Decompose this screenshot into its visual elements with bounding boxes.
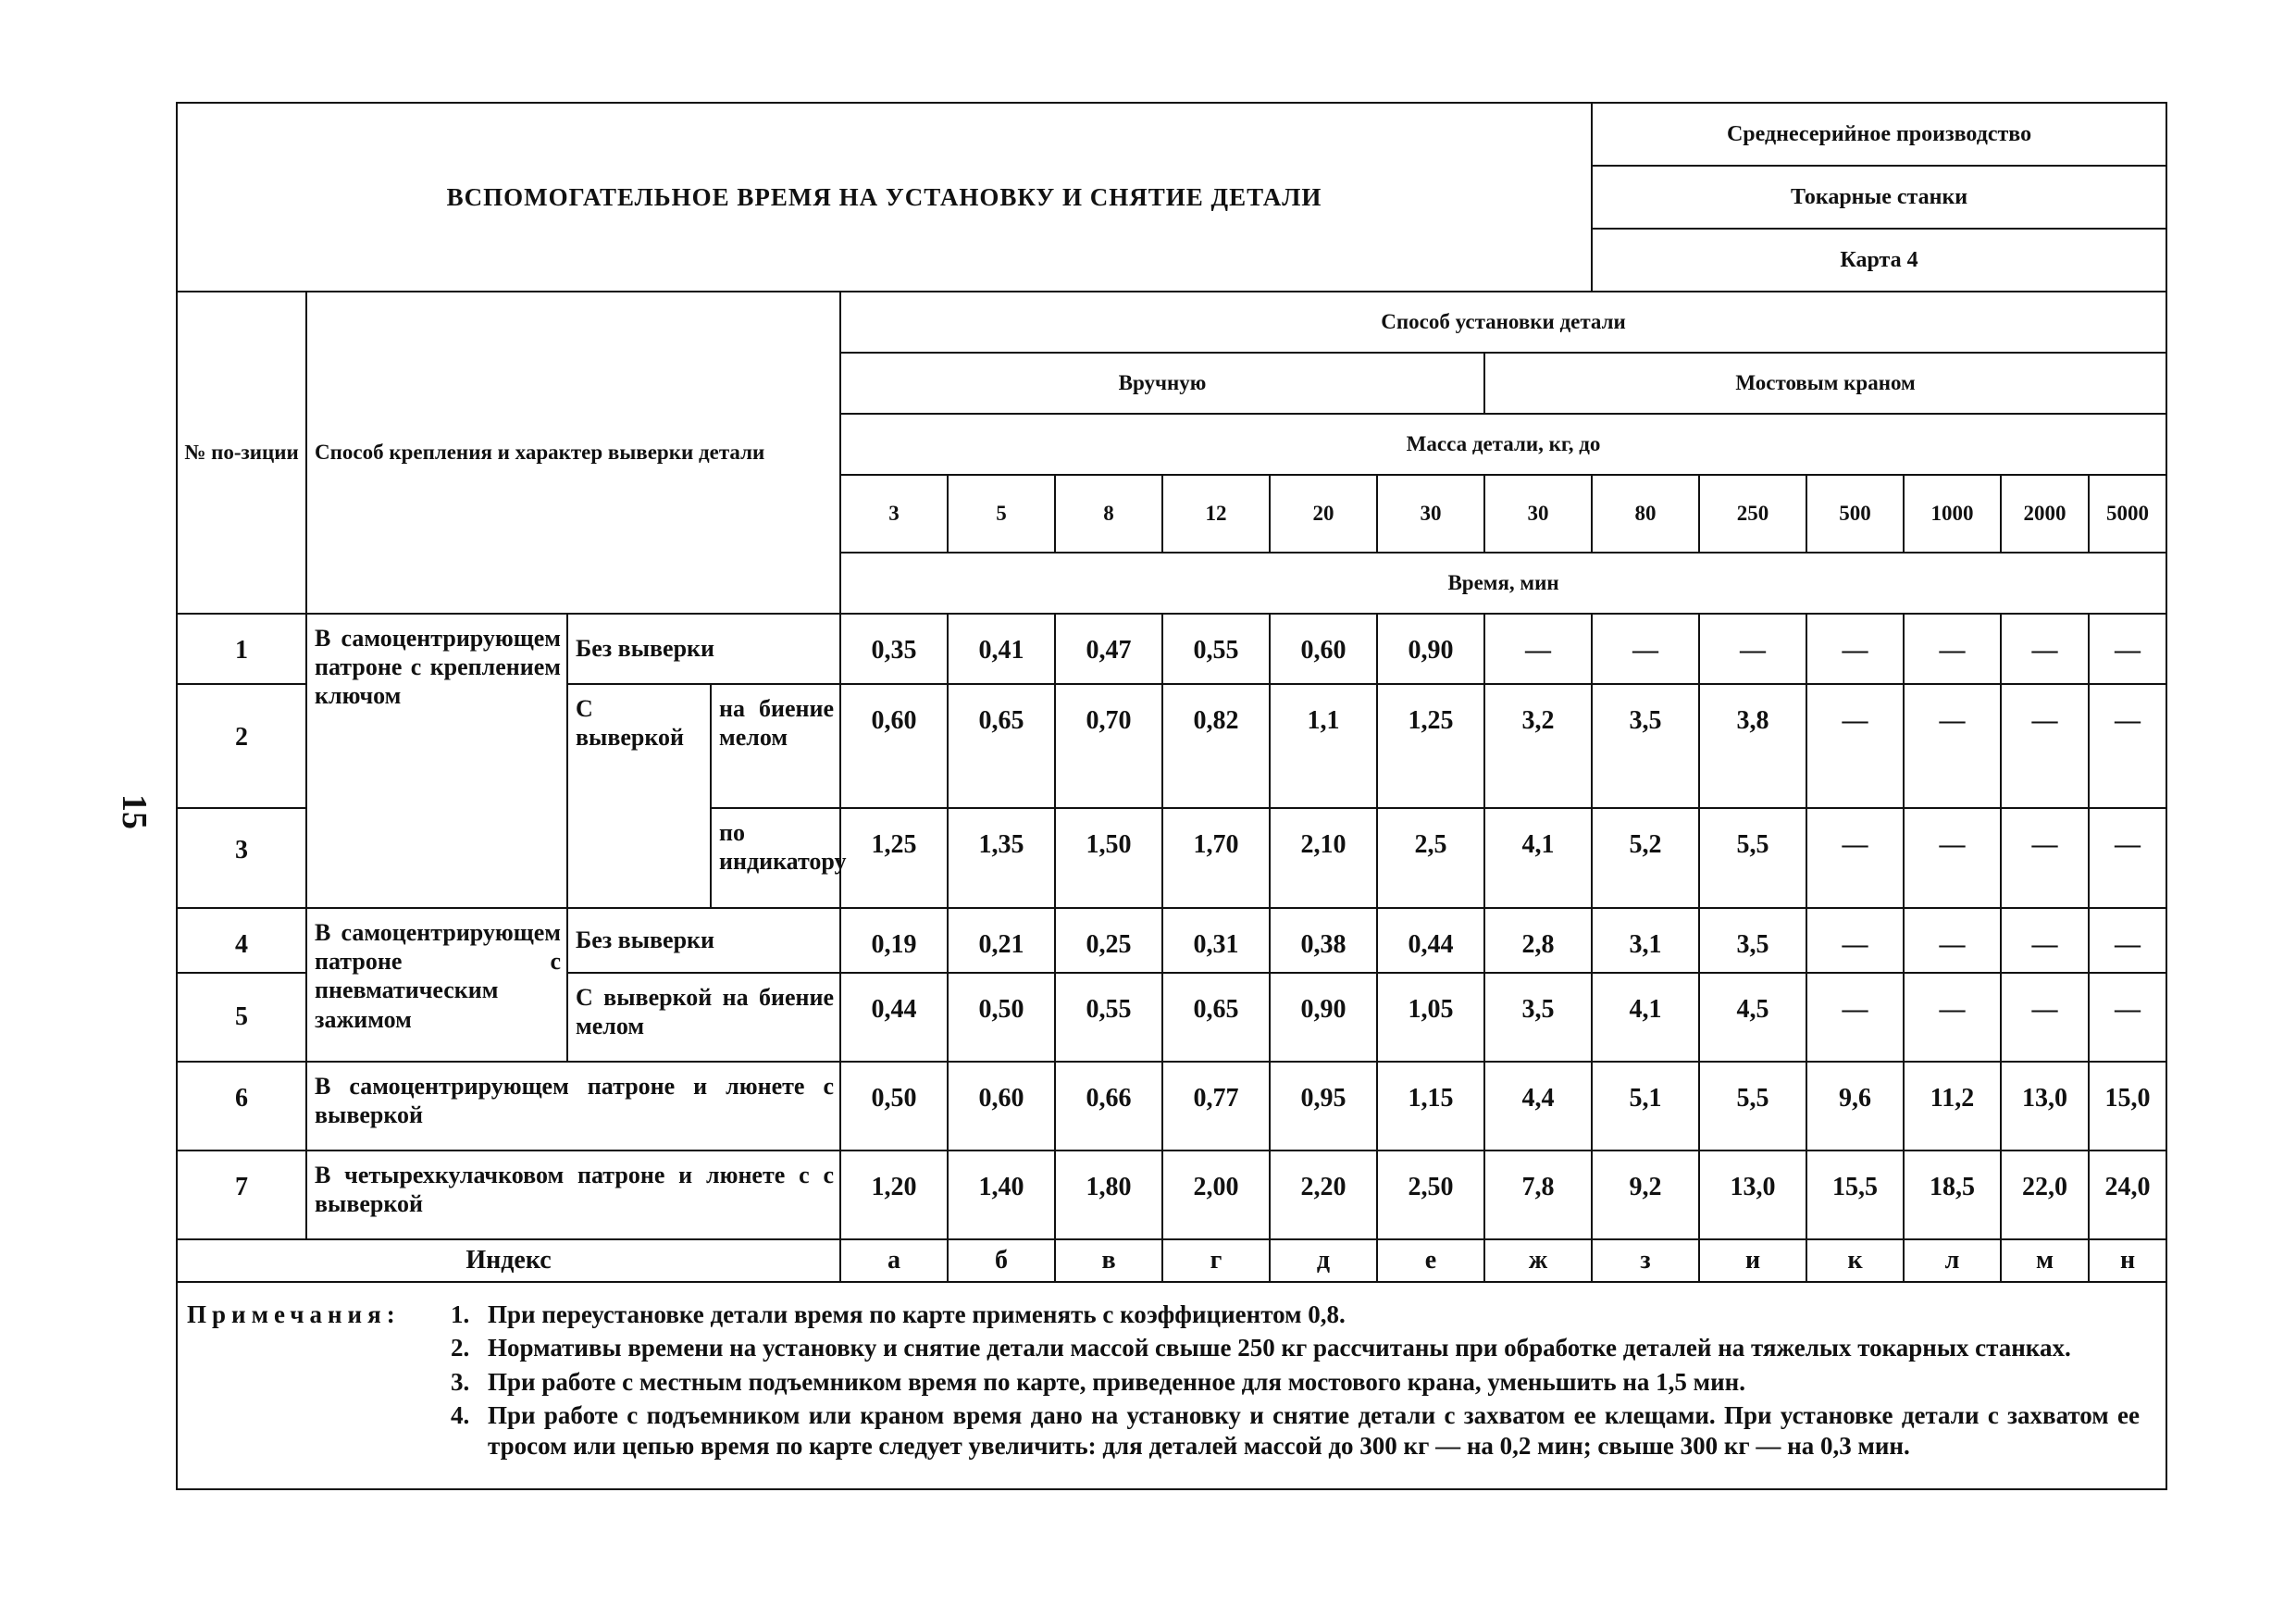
time-cell: 13,0: [2001, 1062, 2089, 1151]
time-cell: 4,1: [1592, 973, 1699, 1062]
time-cell: 1,40: [948, 1151, 1055, 1239]
index-letter: б: [948, 1239, 1055, 1282]
note-number: 2.: [451, 1334, 470, 1362]
time-cell: 0,31: [1162, 908, 1270, 973]
time-cell: —: [1806, 908, 1904, 973]
machine-type: Токарные станки: [1592, 166, 2166, 229]
time-cell: 9,6: [1806, 1062, 1904, 1151]
install-method-header: Способ установки детали: [840, 292, 2166, 353]
time-cell: 1,05: [1377, 973, 1484, 1062]
time-cell: 0,38: [1270, 908, 1377, 973]
note-item: [451, 1367, 2140, 1397]
note-item: [451, 1300, 2140, 1329]
table-row: [177, 908, 2166, 973]
note-number: 3.: [451, 1367, 470, 1396]
time-cell: 4,4: [1484, 1062, 1592, 1151]
mass-value: 30: [1484, 475, 1592, 553]
time-cell: —: [1904, 614, 2001, 684]
production-type: Среднесерийное производство: [1592, 103, 2166, 166]
time-cell: 0,60: [1270, 614, 1377, 684]
time-cell: 1,20: [840, 1151, 948, 1239]
time-cell: —: [1806, 684, 1904, 808]
mass-header: Масса детали, кг, до: [840, 414, 2166, 475]
mass-value: 80: [1592, 475, 1699, 553]
time-cell: 0,65: [948, 684, 1055, 808]
mass-value: 20: [1270, 475, 1377, 553]
index-letter: ж: [1484, 1239, 1592, 1282]
time-cell: —: [1806, 808, 1904, 908]
time-cell: 0,44: [840, 973, 948, 1062]
time-cell: 13,0: [1699, 1151, 1806, 1239]
mass-value: 5000: [2089, 475, 2166, 553]
time-cell: —: [1904, 908, 2001, 973]
time-cell: —: [2001, 908, 2089, 973]
table-row: [177, 1062, 2166, 1151]
time-cell: 2,00: [1162, 1151, 1270, 1239]
time-cell: 24,0: [2089, 1151, 2166, 1239]
time-cell: —: [1699, 614, 1806, 684]
index-letter: г: [1162, 1239, 1270, 1282]
time-cell: 5,5: [1699, 808, 1806, 908]
time-cell: 2,10: [1270, 808, 1377, 908]
time-cell: 11,2: [1904, 1062, 2001, 1151]
card-number: Карта 4: [1592, 229, 2166, 292]
time-cell: 22,0: [2001, 1151, 2089, 1239]
norm-table: [176, 102, 2167, 1490]
time-cell: —: [2089, 973, 2166, 1062]
note-number: 4.: [451, 1401, 470, 1430]
mass-value: 8: [1055, 475, 1162, 553]
index-letter: л: [1904, 1239, 2001, 1282]
alignment-detail: по индикатору: [711, 808, 840, 908]
time-cell: 1,25: [840, 808, 948, 908]
note-item: [451, 1333, 2140, 1362]
time-cell: 0,90: [1270, 973, 1377, 1062]
time-cell: 4,1: [1484, 808, 1592, 908]
time-cell: —: [1904, 973, 2001, 1062]
time-cell: 3,5: [1699, 908, 1806, 973]
time-cell: 0,95: [1270, 1062, 1377, 1151]
alignment-type: С выверкой: [567, 684, 711, 908]
time-cell: 0,55: [1162, 614, 1270, 684]
alignment-detail: на биение мелом: [711, 684, 840, 808]
time-cell: 5,2: [1592, 808, 1699, 908]
index-letter: д: [1270, 1239, 1377, 1282]
index-letter: и: [1699, 1239, 1806, 1282]
time-cell: 0,65: [1162, 973, 1270, 1062]
mass-value: 12: [1162, 475, 1270, 553]
mass-value: 30: [1377, 475, 1484, 553]
time-cell: 2,50: [1377, 1151, 1484, 1239]
mass-value: 250: [1699, 475, 1806, 553]
note-text: При работе с подъемником или краном время дано на установку и снятие детали с захватом ее клещами. При установке детали с захватом ее тросом или цепью время по карте следует увеличить: для деталей массой до 300 кг — на 0,2 мин; свыше 300 кг — на 0,3 мин.: [488, 1401, 2140, 1460]
time-cell: 0,90: [1377, 614, 1484, 684]
time-cell: 0,60: [840, 684, 948, 808]
fixing-method: В четырехкулачковом патроне и люнете с с выверкой: [306, 1151, 840, 1239]
time-cell: 3,2: [1484, 684, 1592, 808]
time-cell: —: [1806, 614, 1904, 684]
index-label: Индекс: [177, 1239, 840, 1282]
note-item: [451, 1400, 2140, 1461]
norm-card: [176, 102, 2161, 1490]
card-title: ВСПОМОГАТЕЛЬНОЕ ВРЕМЯ НА УСТАНОВКУ И СНЯТИЕ ДЕТАЛИ: [177, 103, 1592, 292]
fixing-method: В самоцентрирующем патроне с пневматическим зажимом: [306, 908, 567, 1062]
note-text: Нормативы времени на установку и снятие детали массой свыше 250 кг рассчитаны при обработке деталей на тяжелых токарных станках.: [488, 1334, 2071, 1362]
table-row: [177, 614, 2166, 684]
time-cell: 0,50: [840, 1062, 948, 1151]
alignment-type: С выверкой на биение мелом: [567, 973, 840, 1062]
time-cell: 18,5: [1904, 1151, 2001, 1239]
time-cell: 5,5: [1699, 1062, 1806, 1151]
table-row: [177, 1151, 2166, 1239]
time-cell: 0,35: [840, 614, 948, 684]
notes-label: Примечания:: [187, 1300, 401, 1328]
note-text: При переустановке детали время по карте применять с коэффициентом 0,8.: [488, 1300, 1346, 1328]
time-cell: 2,5: [1377, 808, 1484, 908]
time-cell: 1,50: [1055, 808, 1162, 908]
mass-value: 500: [1806, 475, 1904, 553]
method-header: Способ крепления и характер выверки детали: [306, 292, 840, 614]
time-cell: 0,60: [948, 1062, 1055, 1151]
index-row: [177, 1239, 2166, 1282]
notes-list: [451, 1300, 2140, 1464]
time-cell: 4,5: [1699, 973, 1806, 1062]
time-cell: 1,1: [1270, 684, 1377, 808]
time-cell: —: [2089, 684, 2166, 808]
manual-header: Вручную: [840, 353, 1484, 414]
time-cell: 3,5: [1484, 973, 1592, 1062]
time-cell: 0,21: [948, 908, 1055, 973]
time-cell: —: [2089, 908, 2166, 973]
position-header: № по-зиции: [177, 292, 306, 614]
time-cell: 1,25: [1377, 684, 1484, 808]
mass-value: 5: [948, 475, 1055, 553]
note-text: При работе с местным подъемником время по карте, приведенное для мостового крана, уменьшить на 1,5 мин.: [488, 1367, 1745, 1396]
time-cell: —: [1904, 684, 2001, 808]
fixing-method: В самоцентрирующем патроне с креплением ключом: [306, 614, 567, 908]
time-cell: 1,80: [1055, 1151, 1162, 1239]
time-cell: —: [2089, 808, 2166, 908]
time-cell: 0,41: [948, 614, 1055, 684]
time-cell: 2,20: [1270, 1151, 1377, 1239]
time-cell: 1,15: [1377, 1062, 1484, 1151]
index-letter: н: [2089, 1239, 2166, 1282]
time-cell: —: [2001, 808, 2089, 908]
time-cell: 0,55: [1055, 973, 1162, 1062]
index-letter: в: [1055, 1239, 1162, 1282]
alignment-type: Без выверки: [567, 908, 840, 973]
time-cell: 0,66: [1055, 1062, 1162, 1151]
time-cell: 9,2: [1592, 1151, 1699, 1239]
index-letter: з: [1592, 1239, 1699, 1282]
time-cell: 0,44: [1377, 908, 1484, 973]
index-letter: м: [2001, 1239, 2089, 1282]
time-cell: 3,5: [1592, 684, 1699, 808]
row-position: 7: [177, 1151, 306, 1239]
time-cell: —: [2001, 614, 2089, 684]
time-cell: 0,25: [1055, 908, 1162, 973]
time-cell: —: [1806, 973, 1904, 1062]
time-cell: 0,70: [1055, 684, 1162, 808]
mass-value: 3: [840, 475, 948, 553]
time-cell: 5,1: [1592, 1062, 1699, 1151]
row-position: 6: [177, 1062, 306, 1151]
row-position: 3: [177, 808, 306, 908]
index-letter: а: [840, 1239, 948, 1282]
index-letter: е: [1377, 1239, 1484, 1282]
time-cell: 0,47: [1055, 614, 1162, 684]
row-position: 4: [177, 908, 306, 973]
mass-value: 1000: [1904, 475, 2001, 553]
row-position: 1: [177, 614, 306, 684]
time-cell: —: [2001, 684, 2089, 808]
time-cell: —: [1592, 614, 1699, 684]
time-cell: 0,77: [1162, 1062, 1270, 1151]
time-cell: 3,1: [1592, 908, 1699, 973]
time-cell: 0,50: [948, 973, 1055, 1062]
time-cell: 1,70: [1162, 808, 1270, 908]
time-cell: 0,82: [1162, 684, 1270, 808]
mass-value: 2000: [2001, 475, 2089, 553]
time-cell: —: [1904, 808, 2001, 908]
time-cell: —: [2001, 973, 2089, 1062]
time-cell: —: [2089, 614, 2166, 684]
time-cell: 3,8: [1699, 684, 1806, 808]
page-number: 15: [115, 794, 154, 829]
time-cell: 15,5: [1806, 1151, 1904, 1239]
time-cell: 15,0: [2089, 1062, 2166, 1151]
time-header: Время, мин: [840, 553, 2166, 614]
fixing-method: В самоцентрирующем патроне и люнете с выверкой: [306, 1062, 840, 1151]
note-number: 1.: [451, 1300, 470, 1328]
index-letter: к: [1806, 1239, 1904, 1282]
time-cell: 7,8: [1484, 1151, 1592, 1239]
time-cell: 2,8: [1484, 908, 1592, 973]
time-cell: —: [1484, 614, 1592, 684]
crane-header: Мостовым краном: [1484, 353, 2166, 414]
notes-section: [177, 1282, 2166, 1489]
row-position: 2: [177, 684, 306, 808]
row-position: 5: [177, 973, 306, 1062]
time-cell: 1,35: [948, 808, 1055, 908]
alignment-type: Без выверки: [567, 614, 840, 684]
time-cell: 0,19: [840, 908, 948, 973]
